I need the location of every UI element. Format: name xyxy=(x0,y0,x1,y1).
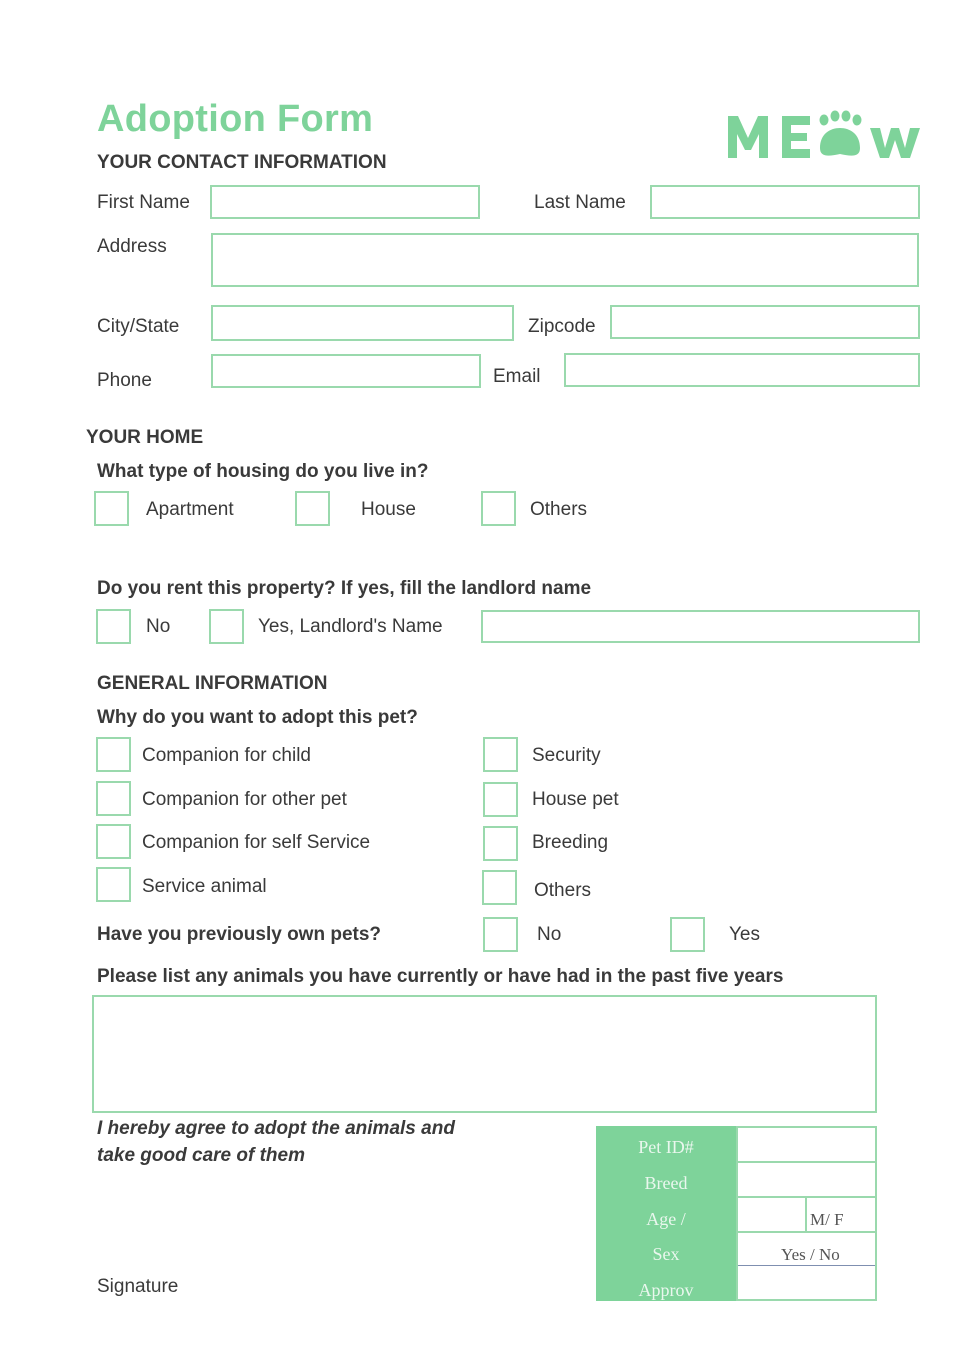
reason-label: Others xyxy=(534,880,592,901)
pet-id-label: Pet ID# xyxy=(638,1137,694,1157)
apartment-label: Apartment xyxy=(146,499,234,520)
city-state-field[interactable] xyxy=(211,305,514,341)
last-name-label: Last Name xyxy=(534,192,626,213)
zipcode-field[interactable] xyxy=(610,305,920,339)
row-divider xyxy=(738,1231,875,1233)
reason-checkbox[interactable] xyxy=(482,870,517,905)
pet-info-labels xyxy=(596,1126,736,1301)
first-name-field[interactable] xyxy=(210,185,480,219)
email-field[interactable] xyxy=(564,353,920,387)
reason-label: Companion for self Service xyxy=(142,832,371,853)
rent-yes-label: Yes, Landlord's Name xyxy=(258,616,443,637)
email-label: Email xyxy=(493,366,541,387)
housing-question: What type of housing do you live in? xyxy=(97,461,429,482)
address-label: Address xyxy=(97,236,167,257)
reason-checkbox[interactable] xyxy=(483,782,518,817)
reason-label: House pet xyxy=(532,789,619,810)
reason-label: Companion for child xyxy=(142,745,311,766)
house-checkbox[interactable] xyxy=(295,491,330,526)
apartment-checkbox[interactable] xyxy=(94,491,129,526)
city-state-label: City/State xyxy=(97,316,180,337)
rent-yes-checkbox[interactable] xyxy=(209,609,244,644)
animals-list-question: Please list any animals you have currently or have had in the past five years xyxy=(97,966,784,987)
rent-question: Do you rent this property? If yes, fill the landlord name xyxy=(97,578,592,599)
rent-no-label: No xyxy=(146,616,171,637)
previous-no-label: No xyxy=(537,924,562,945)
reason-label: Companion for other pet xyxy=(142,789,347,810)
last-name-field[interactable] xyxy=(650,185,920,219)
reason-checkbox[interactable] xyxy=(96,824,131,859)
agreement-text xyxy=(97,1115,455,1169)
sex-value: M/ F xyxy=(810,1210,844,1229)
reason-checkbox[interactable] xyxy=(483,737,518,772)
reason-checkbox[interactable] xyxy=(483,826,518,861)
meow-logo xyxy=(724,108,924,164)
pet-info-fields[interactable] xyxy=(736,1126,877,1301)
animals-list-field[interactable] xyxy=(92,995,877,1113)
sex-label: Sex xyxy=(652,1244,680,1264)
reason-label: Security xyxy=(532,745,601,766)
previous-yes-checkbox[interactable] xyxy=(670,917,705,952)
why-question: Why do you want to adopt this pet? xyxy=(97,707,418,728)
approval-label: Approv xyxy=(638,1280,694,1300)
phone-label: Phone xyxy=(97,370,152,391)
column-divider xyxy=(805,1196,807,1231)
reason-checkbox[interactable] xyxy=(96,781,131,816)
age-label: Age / xyxy=(646,1209,686,1229)
house-label: House xyxy=(361,499,416,520)
previous-yes-label: Yes xyxy=(729,924,760,945)
agreement-line: I hereby agree to adopt the animals and xyxy=(97,1118,455,1139)
row-divider xyxy=(738,1265,875,1266)
housing-others-label: Others xyxy=(530,499,588,520)
row-divider xyxy=(738,1161,875,1163)
approval-value: Yes / No xyxy=(781,1245,840,1264)
reason-checkbox[interactable] xyxy=(96,737,131,772)
reason-label: Service animal xyxy=(142,876,267,897)
address-field[interactable] xyxy=(211,233,919,287)
signature-label: Signature xyxy=(97,1276,179,1297)
previous-pets-question: Have you previously own pets? xyxy=(97,924,382,945)
zipcode-label: Zipcode xyxy=(528,316,596,337)
home-heading: YOUR HOME xyxy=(86,427,204,448)
general-heading: GENERAL INFORMATION xyxy=(97,673,328,694)
contact-heading: YOUR CONTACT INFORMATION xyxy=(97,152,387,173)
reason-label: Breeding xyxy=(532,832,609,853)
first-name-label: First Name xyxy=(97,192,190,213)
breed-label: Breed xyxy=(644,1173,688,1193)
landlord-name-field[interactable] xyxy=(481,610,920,643)
agreement-line: take good care of them xyxy=(97,1145,305,1166)
page-title: Adoption Form xyxy=(97,98,374,140)
rent-no-checkbox[interactable] xyxy=(96,609,131,644)
housing-others-checkbox[interactable] xyxy=(481,491,516,526)
phone-field[interactable] xyxy=(211,354,481,388)
previous-no-checkbox[interactable] xyxy=(483,917,518,952)
reason-checkbox[interactable] xyxy=(96,867,131,902)
